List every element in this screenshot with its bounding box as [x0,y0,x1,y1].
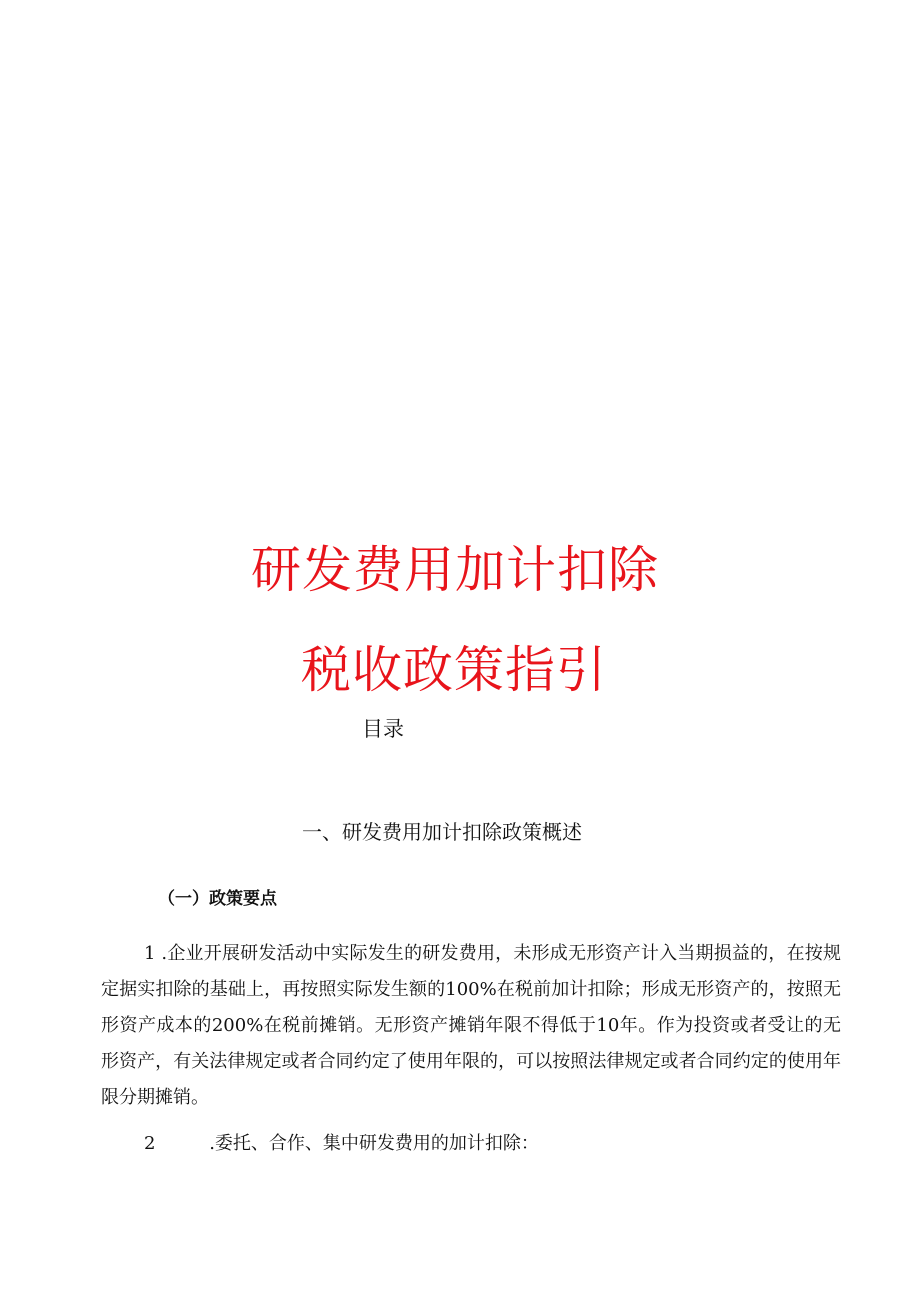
paragraph-text: .企业开展研发活动中实际发生的研发费用，未形成无形资产计入当期损益的，在按规定据实扣除的基础上，再按照实际发生额的100%在税前加计扣除；形成无形资产的，按照无形资产成本的200%在税前摊销。无形资产摊销年限不得低于10年。作为投资或者受让的无形资产，有关法律规定或者合同约定了使用年限的，可以按照法律规定或者合同约定的使用年限分期摊销。 [101,943,841,1108]
body-paragraph-2 [101,1126,841,1162]
subsection-heading: （一）政策要点 [158,889,277,909]
table-of-contents-heading: 目录 [362,717,404,741]
paragraph-text: .委托、合作、集中研发费用的加计扣除： [209,1133,539,1154]
paragraph-number: 2 [144,1133,156,1154]
document-title-line-1: 研发费用加计扣除 [251,541,659,599]
paragraph-number: 1 [144,943,156,964]
document-title-line-2: 税收政策指引 [301,641,607,699]
body-paragraph-1 [101,936,841,1116]
section-heading: 一、研发费用加计扣除政策概述 [302,820,582,844]
